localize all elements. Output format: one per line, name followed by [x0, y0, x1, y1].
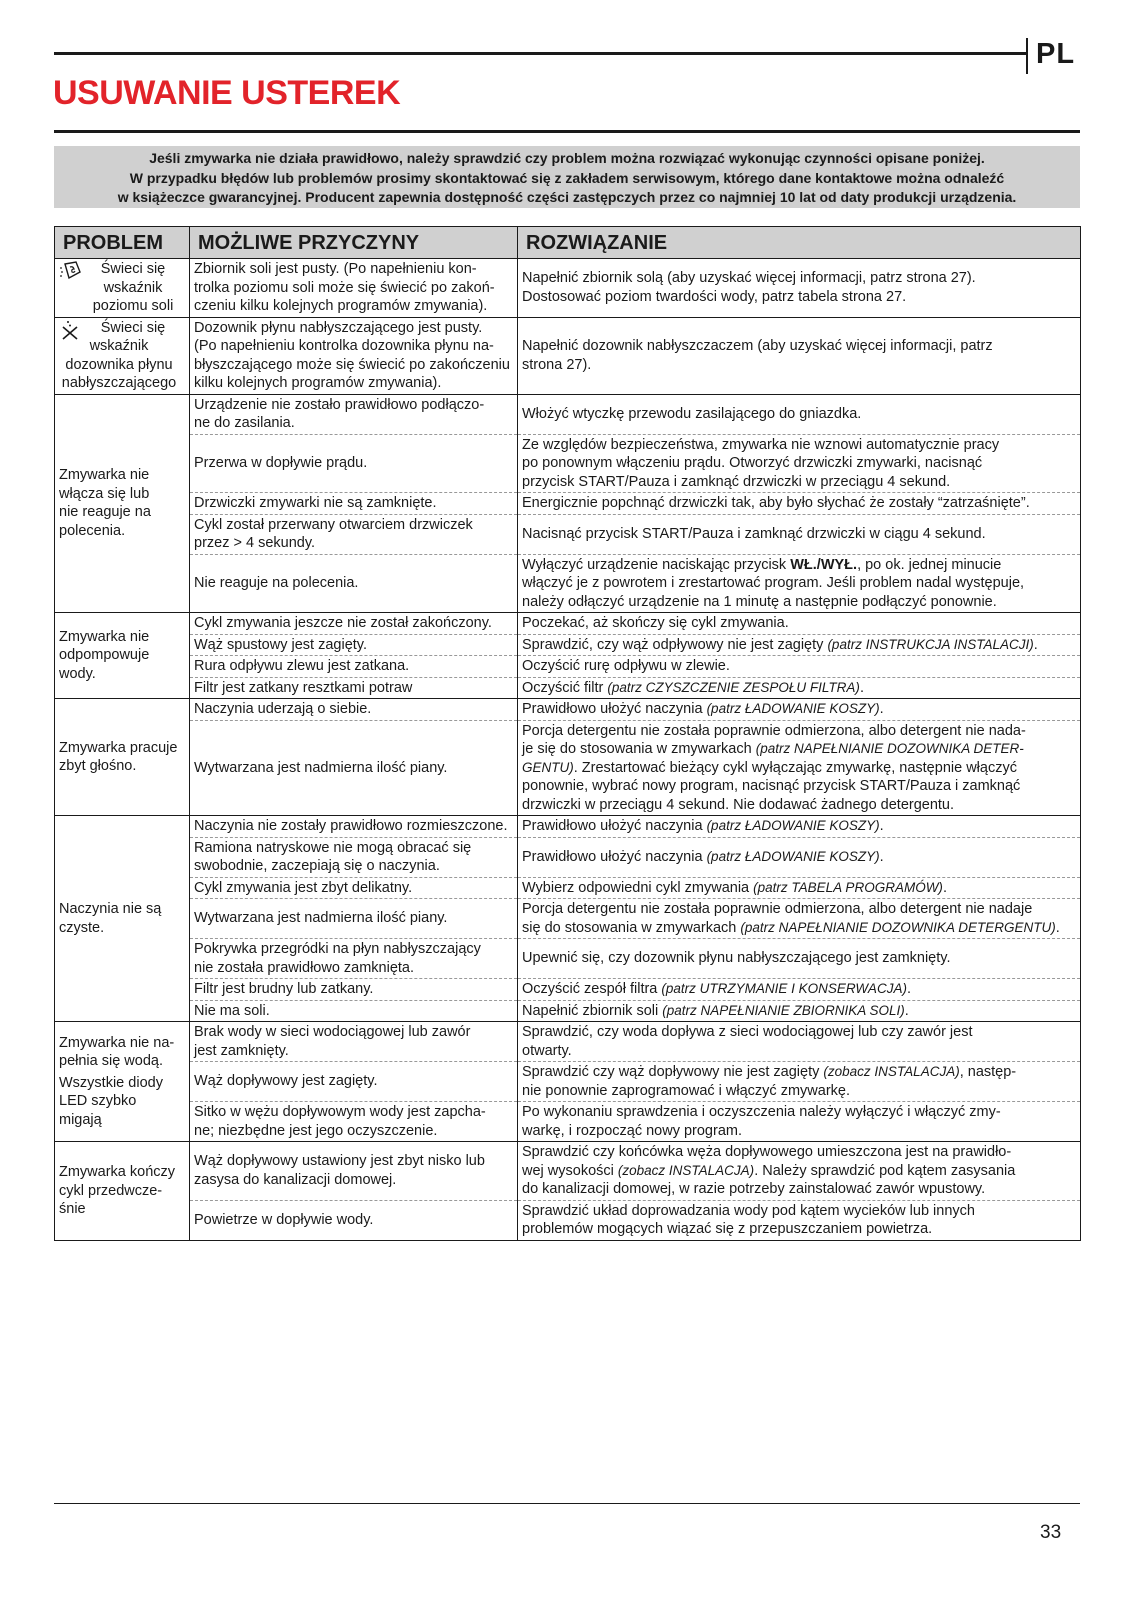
problem-text: pełnia się wodą.: [59, 1053, 163, 1070]
solution-cell: Porcja detergentu nie została poprawnie odmierzona, albo detergent nie nada- je się do stosowania w zmywarkach (patrz NAPEŁNIANIE DOZOWNIKA DETER- GENTU). Zrestartować bieżący cykl wyłączając zmywarkę, następnie włączyć ponownie, wybrać nowy program, nacisnąć przycisk START/Pauza i zamknąć drzwiczki w przeciągu 4 sekund. Nie dodawać żadnego detergentu.: [518, 720, 1081, 816]
page-number: 33: [1040, 1522, 1062, 1543]
button-name: WŁ./WYŁ.: [790, 556, 858, 573]
cross-reference: (patrz ŁADOWANIE KOSZY): [706, 701, 880, 716]
solution-cell: Sprawdzić układ doprowadzania wody pod kątem wycieków lub innych problemów mogących wiązać się z przepuszczaniem powietrza.: [518, 1200, 1081, 1240]
cross-reference: (patrz NAPEŁNIANIE DOZOWNIKA DETER- GENTU): [522, 741, 1024, 775]
table-row: [55, 1200, 1081, 1240]
table-row: [55, 434, 1081, 493]
solution-cell: Włożyć wtyczkę przewodu zasilającego do gniazdka.: [518, 394, 1081, 434]
table-row: [55, 979, 1081, 1001]
solution-cell: Sprawdzić czy wąż dopływowy nie jest zagięty (zobacz INSTALACJA), następ- nie ponownie zaprogramować i włączyć zmywarkę.: [518, 1062, 1081, 1102]
cause-cell: Filtr jest brudny lub zatkany.: [190, 979, 518, 1001]
cross-reference: (zobacz INSTALACJA): [617, 1162, 755, 1178]
table-header-row: [55, 227, 1081, 259]
problem-text: nabłyszczającego: [61, 375, 177, 391]
intro-box: [54, 146, 1080, 208]
table-row: [55, 699, 1081, 721]
cause-cell: Cykl zmywania jest zbyt delikatny.: [190, 877, 518, 899]
top-rule: [54, 52, 1026, 55]
problem-cell: [55, 317, 190, 394]
table-body: [55, 259, 1081, 1241]
cause-cell: Powietrze w dopływie wody.: [190, 1200, 518, 1240]
cross-reference: (patrz ŁADOWANIE KOSZY): [706, 818, 880, 833]
solution-cell: Oczyścić rurę odpływu w zlewie.: [518, 656, 1081, 678]
problem-text: śnie: [59, 1201, 86, 1217]
title-rule: [54, 130, 1080, 133]
problem-text: Zmywarka kończy: [59, 1164, 176, 1180]
cause-cell: Brak wody w sieci wodociągowej lub zawór jest zamknięty.: [190, 1022, 518, 1062]
cause-cell: Wąż spustowy jest zagięty.: [190, 634, 518, 656]
table-row: [55, 720, 1081, 816]
cause-cell: Sitko w wężu dopływowym wody jest zapcha- ne; niezbędne jest jego oczyszczenie.: [190, 1102, 518, 1142]
cause-cell: Naczynia uderzają o siebie.: [190, 699, 518, 721]
solution-cell: Energicznie popchnąć drzwiczki tak, aby było słychać że zostały “zatrzaśnięte”.: [518, 493, 1081, 515]
table-row: [55, 1102, 1081, 1142]
cause-cell: Nie ma soli.: [190, 1000, 518, 1022]
table-row: [55, 1142, 1081, 1201]
problem-cell: [55, 1022, 190, 1142]
cause-cell: Rura odpływu zlewu jest zatkana.: [190, 656, 518, 678]
problem-text: zbyt głośno.: [59, 758, 137, 774]
problem-text: czyste.: [59, 919, 105, 936]
intro-line: w książeczce gwarancyjnej. Producent zapewnia dostępność części zastępczych przez co najmniej 10 lat od daty produkcji urządzenia.: [117, 189, 1017, 205]
solution-cell: Po wykonaniu sprawdzenia i oczyszczenia należy wyłączyć i włączyć zmy- warkę, i rozpocząć nowy program.: [518, 1102, 1081, 1142]
header-causes: MOŻLIWE PRZYCZYNY: [190, 227, 518, 259]
problem-text: dozownika płynu: [65, 356, 173, 373]
table-row: [55, 259, 1081, 318]
cross-reference: (zobacz INSTALACJA): [823, 1064, 960, 1079]
problem-text: Zmywarka pracuje: [59, 739, 178, 756]
salt-indicator-icon: [59, 260, 85, 282]
solution-cell: Poczekać, aż skończy się cykl zmywania.: [518, 613, 1081, 635]
troubleshooting-table: [54, 226, 1081, 1241]
solution-cell: Oczyścić zespół filtra (patrz UTRZYMANIE I KONSERWACJA).: [518, 979, 1081, 1001]
solution-cell: Sprawdzić, czy woda dopływa z sieci wodociągowej lub czy zawór jest otwarty.: [518, 1022, 1081, 1062]
intro-line: Jeśli zmywarka nie działa prawidłowo, należy sprawdzić czy problem można rozwiązać wykonując czynności opisane poniżej.: [149, 150, 985, 166]
problem-cell: [55, 613, 190, 699]
table-row: [55, 493, 1081, 515]
table-row: [55, 554, 1081, 613]
cause-cell: Przerwa w dopływie prądu.: [190, 434, 518, 493]
language-divider: [1026, 38, 1028, 74]
problem-cell: [55, 816, 190, 1022]
cause-cell: Ramiona natryskowe nie mogą obracać się swobodnie, zaczepiają się o naczynia.: [190, 837, 518, 877]
cross-reference: (patrz UTRZYMANIE I KONSERWACJA): [661, 981, 907, 996]
table-row: [55, 1022, 1081, 1062]
cause-cell: Cykl zmywania jeszcze nie został zakończony.: [190, 613, 518, 635]
problem-cell: [55, 1142, 190, 1241]
problem-text: Zmywarka nie: [59, 628, 150, 645]
table-row: [55, 877, 1081, 899]
header-problem: PROBLEM: [55, 227, 190, 259]
problem-text: Zmywarka nie na-: [59, 1034, 175, 1051]
problem-text: Zmywarka nie: [59, 467, 150, 484]
problem-text: odpompowuje: [59, 647, 150, 664]
cross-reference: (patrz ŁADOWANIE KOSZY): [706, 848, 880, 864]
table-row: [55, 514, 1081, 554]
problem-text: Świeci się: [100, 261, 166, 277]
cause-cell: Urządzenie nie zostało prawidłowo podłączo- ne do zasilania.: [190, 394, 518, 434]
solution-cell: Prawidłowo ułożyć naczynia (patrz ŁADOWANIE KOSZY).: [518, 699, 1081, 721]
solution-cell: Sprawdzić, czy wąż odpływowy nie jest zagięty (patrz INSTRUKCJA INSTALACJI).: [518, 634, 1081, 656]
table-row: [55, 939, 1081, 979]
table-row: [55, 816, 1081, 838]
cause-cell: Wąż dopływowy ustawiony jest zbyt nisko lub zasysa do kanalizacji domowej.: [190, 1142, 518, 1201]
cause-cell: Nie reaguje na polecenia.: [190, 554, 518, 613]
cause-cell: Drzwiczki zmywarki nie są zamknięte.: [190, 493, 518, 515]
problem-text: wskaźnik: [103, 279, 163, 296]
solution-cell: Prawidłowo ułożyć naczynia (patrz ŁADOWANIE KOSZY).: [518, 837, 1081, 877]
solution-cell: Porcja detergentu nie została poprawnie odmierzona, albo detergent nie nadaje się do stosowania w zmywarkach (patrz NAPEŁNIANIE DOZOWNIKA DETERGENTU).: [518, 899, 1081, 939]
problem-cell: [55, 259, 190, 318]
solution-cell: Upewnić się, czy dozownik płynu nabłyszczającego jest zamknięty.: [518, 939, 1081, 979]
problem-text: nie reaguje na: [59, 504, 151, 521]
cross-reference: (patrz TABELA PROGRAMÓW): [753, 879, 943, 895]
table-row: [55, 1062, 1081, 1102]
solution-cell: Napełnić dozownik nabłyszczaczem (aby uzyskać więcej informacji, patrz strona 27).: [518, 317, 1081, 394]
cause-cell: Wytwarzana jest nadmierna ilość piany.: [190, 899, 518, 939]
table-row: [55, 677, 1081, 699]
table-row: [55, 394, 1081, 434]
cause-cell: Wytwarzana jest nadmierna ilość piany.: [190, 720, 518, 816]
page-title: USUWANIE USTEREK: [53, 74, 401, 112]
problem-text: LED szybko: [59, 1093, 137, 1110]
cross-reference: (patrz CZYSZCZENIE ZESPOŁU FILTRA): [607, 679, 860, 695]
problem-cell: [55, 394, 190, 613]
solution-cell: Sprawdzić czy końcówka węża dopływowego umieszczona jest na prawidło- wej wysokości (zobacz INSTALACJA). Należy sprawdzić pod kątem zasysania do kanalizacji domowej, w razie potrzeby zainstalować zawór wpustowy.: [518, 1142, 1081, 1201]
problem-text: cykl przedwcze-: [59, 1182, 163, 1199]
cause-cell: Filtr jest zatkany resztkami potraw: [190, 677, 518, 699]
cause-cell: Dozownik płynu nabłyszczającego jest pusty. (Po napełnieniu kontrolka dozownika płynu na- błyszczającego może się świecić po zakończeniu kilku kolejnych programów zmywania).: [190, 317, 518, 394]
cause-cell: Wąż dopływowy jest zagięty.: [190, 1062, 518, 1102]
table-row: [55, 634, 1081, 656]
problem-text: wskaźnik: [89, 338, 149, 354]
cause-cell: Naczynia nie zostały prawidłowo rozmieszczone.: [190, 816, 518, 838]
cause-cell: Cykl został przerwany otwarciem drzwiczek przez > 4 sekundy.: [190, 514, 518, 554]
solution-cell: Napełnić zbiornik solą (aby uzyskać więcej informacji, patrz strona 27). Dostosować poziom twardości wody, patrz tabela strona 27.: [518, 259, 1081, 318]
footer-rule: [54, 1503, 1080, 1504]
problem-text: Naczynia nie są: [59, 901, 162, 917]
solution-cell: Prawidłowo ułożyć naczynia (patrz ŁADOWANIE KOSZY).: [518, 816, 1081, 838]
cross-reference: (patrz NAPEŁNIANIE ZBIORNIKA SOLI): [662, 1002, 905, 1018]
problem-text: wody.: [59, 665, 96, 682]
problem-cell: [55, 699, 190, 816]
problem-text: migają: [59, 1111, 102, 1128]
table-row: [55, 1000, 1081, 1022]
problem-text: Świeci się: [100, 319, 166, 336]
problem-text: polecenia.: [59, 522, 126, 539]
solution-cell: Nacisnąć przycisk START/Pauza i zamknąć drzwiczki w ciągu 4 sekund.: [518, 514, 1081, 554]
cross-reference: (patrz INSTRUKCJA INSTALACJI): [827, 636, 1034, 652]
solution-cell: Wyłączyć urządzenie naciskając przycisk WŁ./WYŁ., po ok. jednej minucie włączyć je z powrotem i zrestartować program. Jeśli problem nadal występuje, należy odłączyć urządzenie na 1 minutę a następnie podłączyć ponownie.: [518, 554, 1081, 613]
table-row: [55, 837, 1081, 877]
cause-cell: Pokrywka przegródki na płyn nabłyszczający nie została prawidłowo zamknięta.: [190, 939, 518, 979]
language-code: PL: [1036, 38, 1076, 70]
cross-reference: (patrz NAPEŁNIANIE DOZOWNIKA DETERGENTU): [740, 919, 1056, 935]
solution-cell: Oczyścić filtr (patrz CZYSZCZENIE ZESPOŁU FILTRA).: [518, 677, 1081, 699]
table-row: [55, 317, 1081, 394]
table-row: [55, 656, 1081, 678]
problem-text: Wszystkie diody: [59, 1074, 163, 1091]
intro-line: W przypadku błędów lub problemów prosimy skontaktować się z zakładem serwisowym, którego dane kontaktowe można odnaleźć: [129, 169, 1005, 186]
cause-cell: Zbiornik soli jest pusty. (Po napełnieniu kon- trolka poziomu soli może się świecić po zakoń- czeniu kilku kolejnych programów zmywania).: [190, 259, 518, 318]
solution-cell: Wybierz odpowiedni cykl zmywania (patrz TABELA PROGRAMÓW).: [518, 877, 1081, 899]
table-row: [55, 613, 1081, 635]
table-row: [55, 899, 1081, 939]
problem-text: włącza się lub: [59, 485, 150, 502]
solution-cell: Napełnić zbiornik soli (patrz NAPEŁNIANIE ZBIORNIKA SOLI).: [518, 1000, 1081, 1022]
header-solution: ROZWIĄZANIE: [518, 227, 1081, 259]
problem-text: poziomu soli: [92, 298, 174, 314]
solution-cell: Ze względów bezpieczeństwa, zmywarka nie wznowi automatycznie pracy po ponownym włączeniu prądu. Otworzyć drzwiczki zmywarki, nacisnąć przycisk START/Pauza i zamknąć drzwiczki w przeciągu 4 sekund.: [518, 434, 1081, 493]
